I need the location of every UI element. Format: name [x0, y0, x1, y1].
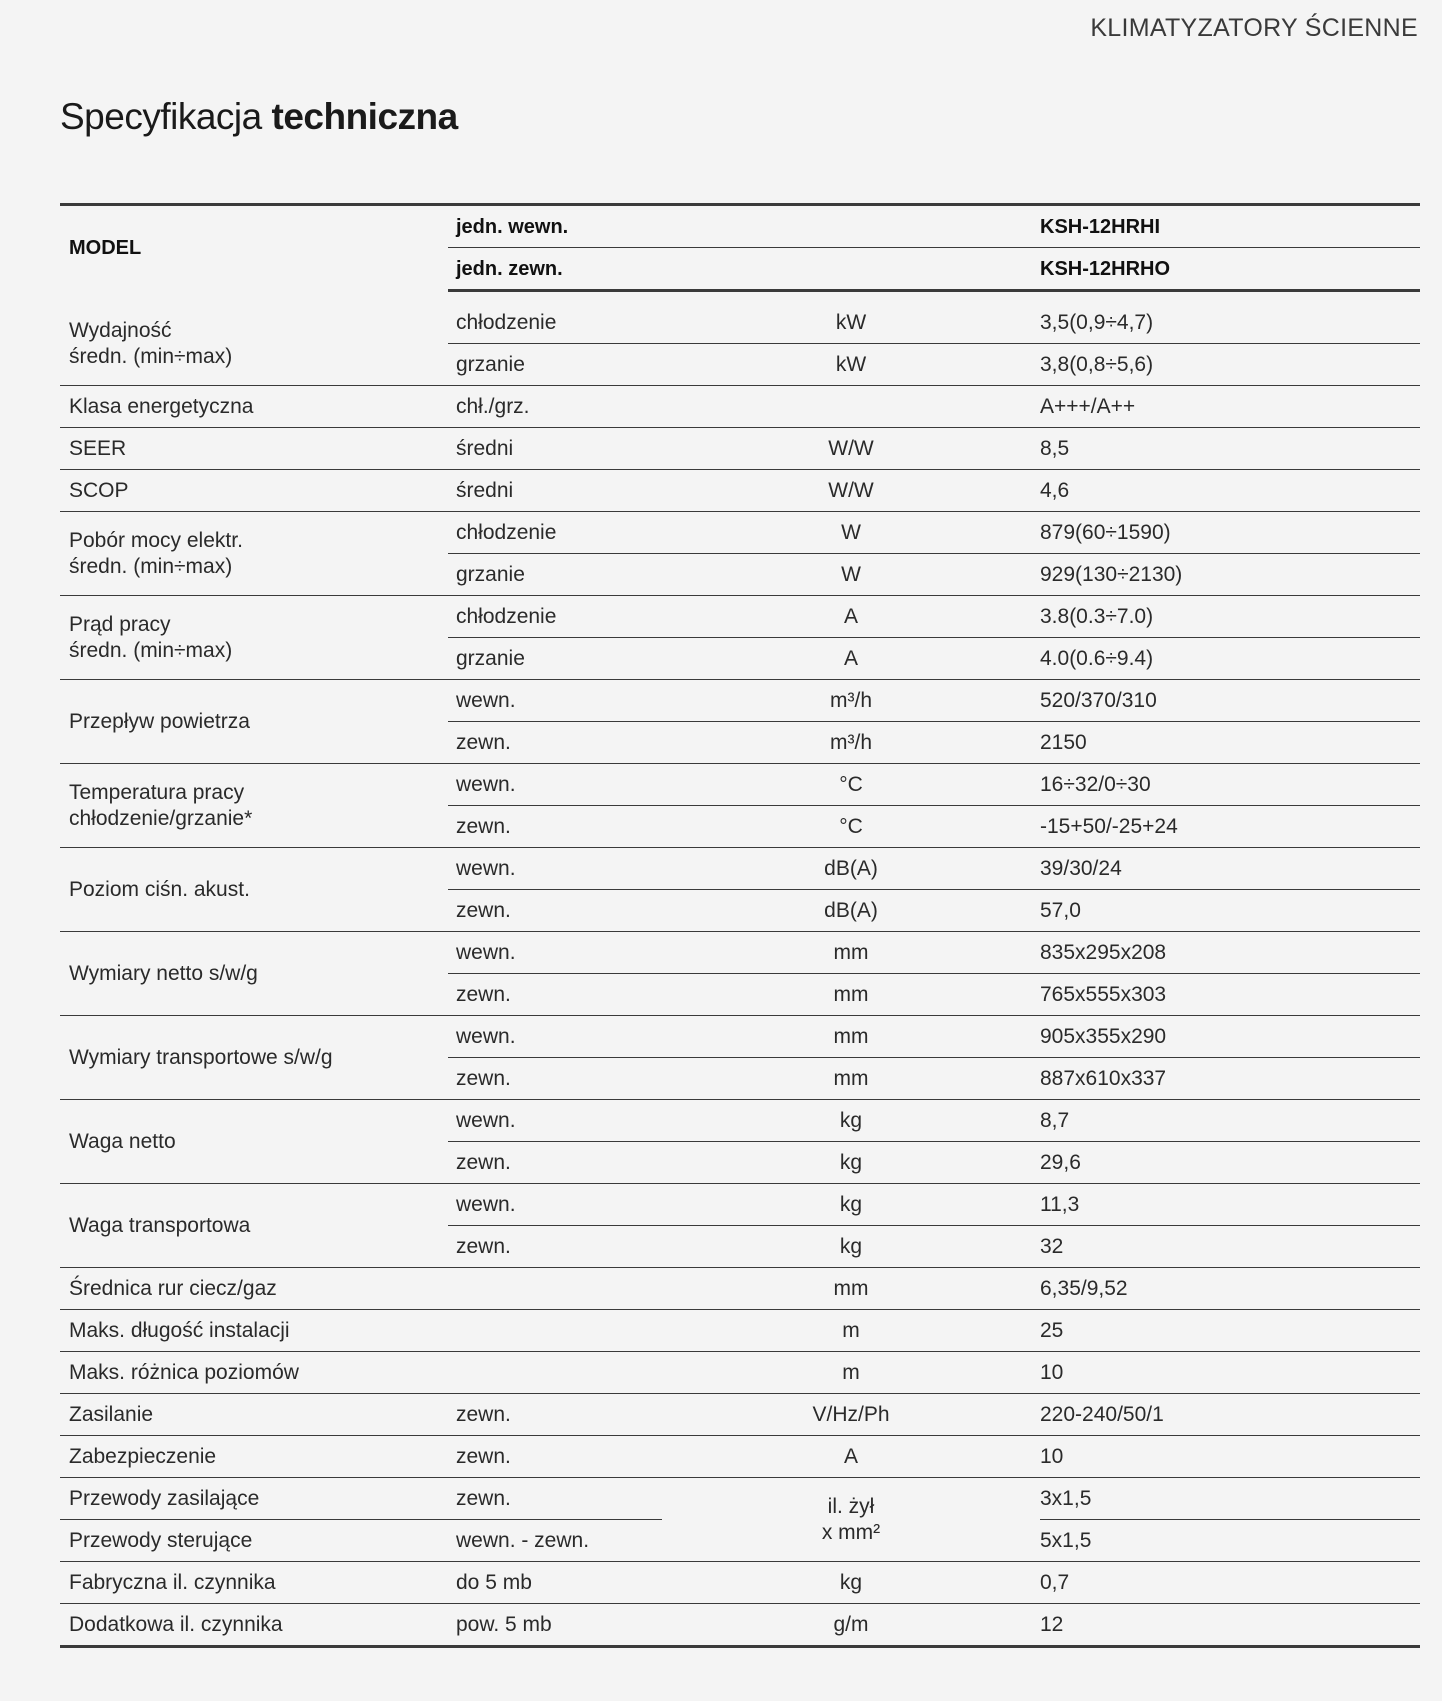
- sub-cell: zewn.: [448, 1226, 662, 1268]
- unit-cell: mm: [662, 1016, 1040, 1058]
- sub-cell: chłodzenie: [448, 302, 662, 344]
- spec-table: [60, 203, 1420, 1648]
- param-cell: SCOP: [60, 470, 448, 512]
- unit-cell: dB(A): [662, 890, 1040, 932]
- table-row: [60, 470, 1420, 512]
- param-cell: SEER: [60, 428, 448, 470]
- unit-cell: °C: [662, 764, 1040, 806]
- unit-cell: il. żył x mm²: [662, 1478, 1040, 1562]
- unit-cell: dB(A): [662, 848, 1040, 890]
- value-cell: 8,5: [1040, 428, 1420, 470]
- sub-cell: chłodzenie: [448, 596, 662, 638]
- sub-cell: wewn.: [448, 680, 662, 722]
- page-title-light: Specyfikacja: [60, 96, 262, 137]
- param-cell: Przewody sterujące: [60, 1520, 448, 1562]
- param-cell: Przepływ powietrza: [60, 680, 448, 764]
- value-cell: 57,0: [1040, 890, 1420, 932]
- sub-cell: zewn.: [448, 1478, 662, 1520]
- unit-cell: [662, 386, 1040, 428]
- outdoor-model: KSH-12HRHO: [1040, 248, 1420, 291]
- table-row: [60, 1310, 1420, 1352]
- value-cell: 10: [1040, 1436, 1420, 1478]
- table-row: [60, 1268, 1420, 1310]
- unit-cell: mm: [662, 932, 1040, 974]
- value-cell: 4,6: [1040, 470, 1420, 512]
- page-title-bold: techniczna: [271, 96, 458, 137]
- param-cell: Zabezpieczenie: [60, 1436, 448, 1478]
- unit-cell: m³/h: [662, 722, 1040, 764]
- param-cell: Średnica rur ciecz/gaz: [60, 1268, 448, 1310]
- param-cell: Wymiary netto s/w/g: [60, 932, 448, 1016]
- value-cell: 905x355x290: [1040, 1016, 1420, 1058]
- value-cell: 929(130÷2130): [1040, 554, 1420, 596]
- param-cell: Dodatkowa il. czynnika: [69, 1612, 283, 1636]
- unit-cell: A: [662, 596, 1040, 638]
- section-label: KLIMATYZATORY ŚCIENNE: [1090, 14, 1418, 42]
- sub-cell: wewn. - zewn.: [448, 1520, 662, 1562]
- value-cell: 29,6: [1040, 1142, 1420, 1184]
- sub-cell: zewn.: [448, 1394, 662, 1436]
- unit-cell: kg: [662, 1562, 1040, 1604]
- sub-cell: wewn.: [448, 1100, 662, 1142]
- sub-cell: zewn.: [448, 1142, 662, 1184]
- unit-cell: °C: [662, 806, 1040, 848]
- sub-cell: grzanie: [448, 638, 662, 680]
- table-row: [60, 512, 1420, 554]
- table-row: [60, 1604, 1420, 1647]
- unit-cell: mm: [662, 974, 1040, 1016]
- param-cell: Poziom ciśn. akust.: [60, 848, 448, 932]
- sub-cell: do 5 mb: [448, 1562, 662, 1604]
- unit-cell: kW: [662, 302, 1040, 344]
- unit-cell: W/W: [662, 428, 1040, 470]
- param-cell: Temperatura pracy chłodzenie/grzanie*: [60, 764, 448, 848]
- unit-cell: A: [662, 1436, 1040, 1478]
- param-cell: Maks. długość instalacji: [60, 1310, 448, 1352]
- value-cell: 11,3: [1040, 1184, 1420, 1226]
- value-cell: 12: [1040, 1612, 1064, 1636]
- sub-cell: chł./grz.: [448, 386, 662, 428]
- table-row: [60, 1352, 1420, 1394]
- param-cell: Prąd pracy średn. (min÷max): [60, 596, 448, 680]
- sub-cell: zewn.: [448, 1436, 662, 1478]
- unit-cell: m³/h: [662, 680, 1040, 722]
- param-cell: Wydajność średn. (min÷max): [60, 302, 448, 386]
- table-row: [60, 1478, 1420, 1520]
- sub-cell: zewn.: [448, 974, 662, 1016]
- sub-cell: grzanie: [448, 554, 662, 596]
- value-cell: 6,35/9,52: [1040, 1268, 1420, 1310]
- unit-cell: mm: [662, 1058, 1040, 1100]
- param-cell: Waga netto: [60, 1100, 448, 1184]
- value-cell: 3,8(0,8÷5,6): [1040, 344, 1420, 386]
- unit-cell: kg: [662, 1142, 1040, 1184]
- sub-cell: [448, 1310, 662, 1352]
- spacer: [60, 291, 1420, 303]
- indoor-unit-label: jedn. wewn.: [448, 205, 1040, 248]
- indoor-model: KSH-12HRHI: [1040, 205, 1420, 248]
- unit-cell: W: [662, 512, 1040, 554]
- value-cell: 4.0(0.6÷9.4): [1040, 638, 1420, 680]
- table-row: [60, 428, 1420, 470]
- unit-cell: W: [662, 554, 1040, 596]
- sub-cell: zewn.: [448, 722, 662, 764]
- sub-cell: średni: [448, 428, 662, 470]
- table-row: [60, 302, 1420, 344]
- unit-cell: A: [662, 638, 1040, 680]
- value-cell: 0,7: [1040, 1562, 1420, 1604]
- value-cell: 520/370/310: [1040, 680, 1420, 722]
- table-row: [60, 1436, 1420, 1478]
- page-title: [60, 96, 458, 138]
- table-row: [60, 680, 1420, 722]
- sub-cell: wewn.: [448, 764, 662, 806]
- sub-cell: grzanie: [448, 344, 662, 386]
- sub-cell: [448, 1268, 662, 1310]
- sub-cell: zewn.: [448, 890, 662, 932]
- param-cell: Zasilanie: [60, 1394, 448, 1436]
- value-cell: 10: [1040, 1352, 1420, 1394]
- param-cell: Waga transportowa: [60, 1184, 448, 1268]
- sub-cell: wewn.: [448, 932, 662, 974]
- param-cell: Przewody zasilające: [60, 1478, 448, 1520]
- value-cell: 32: [1040, 1226, 1420, 1268]
- value-cell: 2150: [1040, 722, 1420, 764]
- param-cell: Klasa energetyczna: [60, 386, 448, 428]
- param-cell: Pobór mocy elektr. średn. (min÷max): [60, 512, 448, 596]
- value-cell: 879(60÷1590): [1040, 512, 1420, 554]
- unit-cell: m: [662, 1352, 1040, 1394]
- sub-cell: zewn.: [448, 1058, 662, 1100]
- unit-cell: W/W: [662, 470, 1040, 512]
- table-row: [60, 596, 1420, 638]
- sub-cell: wewn.: [448, 848, 662, 890]
- unit-cell: kg: [662, 1184, 1040, 1226]
- value-cell: -15+50/-25+24: [1040, 806, 1420, 848]
- value-cell: 39/30/24: [1040, 848, 1420, 890]
- outdoor-unit-label: jedn. zewn.: [448, 248, 1040, 291]
- sub-cell: [448, 1352, 662, 1394]
- sub-cell: wewn.: [448, 1016, 662, 1058]
- sub-cell: średni: [448, 470, 662, 512]
- value-cell: 220-240/50/1: [1040, 1394, 1420, 1436]
- value-cell: 3x1,5: [1040, 1478, 1420, 1520]
- value-cell: A+++/A++: [1040, 386, 1420, 428]
- table-row: [60, 932, 1420, 974]
- table-row: [60, 1016, 1420, 1058]
- unit-cell: mm: [662, 1268, 1040, 1310]
- unit-cell: V/Hz/Ph: [662, 1394, 1040, 1436]
- table-row: [60, 1562, 1420, 1604]
- unit-cell: kg: [662, 1100, 1040, 1142]
- table-row: [60, 848, 1420, 890]
- value-cell: 835x295x208: [1040, 932, 1420, 974]
- unit-cell: kg: [662, 1226, 1040, 1268]
- table-row: [60, 1184, 1420, 1226]
- table-row: [60, 764, 1420, 806]
- value-cell: 3,5(0,9÷4,7): [1040, 302, 1420, 344]
- table-row: [60, 1394, 1420, 1436]
- sub-cell: wewn.: [448, 1184, 662, 1226]
- value-cell: 25: [1040, 1310, 1420, 1352]
- value-cell: 5x1,5: [1040, 1520, 1420, 1562]
- unit-cell: m: [662, 1310, 1040, 1352]
- table-row: [60, 1100, 1420, 1142]
- unit-cell: kW: [662, 344, 1040, 386]
- value-cell: 8,7: [1040, 1100, 1420, 1142]
- value-cell: 887x610x337: [1040, 1058, 1420, 1100]
- sub-cell: zewn.: [448, 806, 662, 848]
- param-cell: Fabryczna il. czynnika: [60, 1562, 448, 1604]
- value-cell: 765x555x303: [1040, 974, 1420, 1016]
- sub-cell: chłodzenie: [448, 512, 662, 554]
- value-cell: 16÷32/0÷30: [1040, 764, 1420, 806]
- model-label: MODEL: [69, 237, 142, 260]
- sub-cell: pow. 5 mb: [456, 1612, 552, 1636]
- unit-cell: g/m: [833, 1612, 869, 1636]
- param-cell: Wymiary transportowe s/w/g: [60, 1016, 448, 1100]
- value-cell: 3.8(0.3÷7.0): [1040, 596, 1420, 638]
- param-cell: Maks. różnica poziomów: [60, 1352, 448, 1394]
- table-row: [60, 386, 1420, 428]
